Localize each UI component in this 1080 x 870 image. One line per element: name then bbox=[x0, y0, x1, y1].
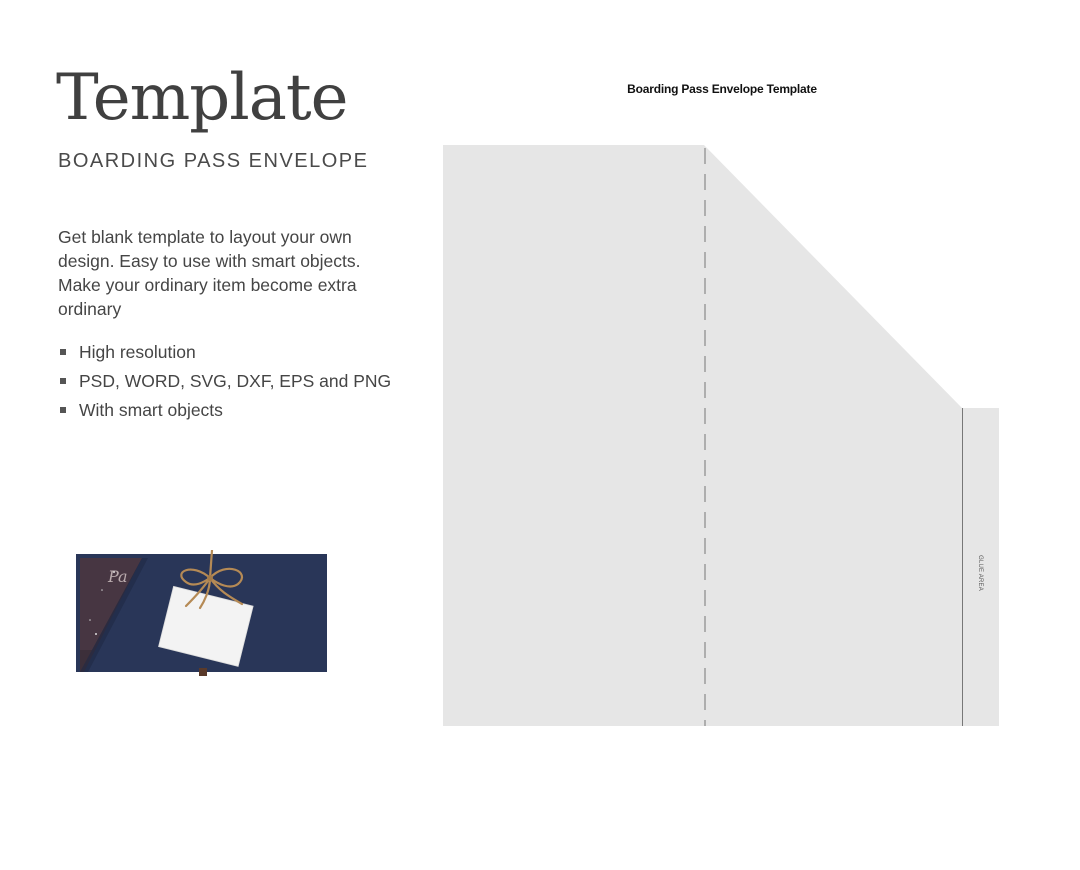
feature-item bbox=[58, 338, 391, 367]
svg-text:Pa: Pa bbox=[108, 567, 128, 586]
envelope-dieline bbox=[443, 145, 999, 726]
bullet-icon bbox=[60, 407, 66, 413]
feature-label: High resolution bbox=[79, 342, 196, 362]
description-text: Get blank template to layout your own design. Easy to use with smart objects. Make your ordinary item become extra ordinary bbox=[58, 227, 361, 319]
template-title: Boarding Pass Envelope Template bbox=[627, 82, 817, 96]
feature-label: PSD, WORD, SVG, DXF, EPS and PNG bbox=[79, 371, 392, 391]
feature-item bbox=[58, 396, 391, 425]
bullet-icon bbox=[60, 378, 66, 384]
bullet-icon bbox=[60, 349, 66, 355]
envelope-panel bbox=[443, 145, 999, 726]
feature-label: With smart objects bbox=[79, 400, 223, 420]
envelope-photo bbox=[74, 550, 328, 678]
glue-area-label: GLUE AREA bbox=[977, 555, 983, 591]
page-subtitle: BOARDING PASS ENVELOPE bbox=[58, 150, 369, 172]
feature-list bbox=[58, 338, 391, 425]
feature-item bbox=[58, 367, 391, 396]
page-title: Template bbox=[56, 61, 348, 135]
